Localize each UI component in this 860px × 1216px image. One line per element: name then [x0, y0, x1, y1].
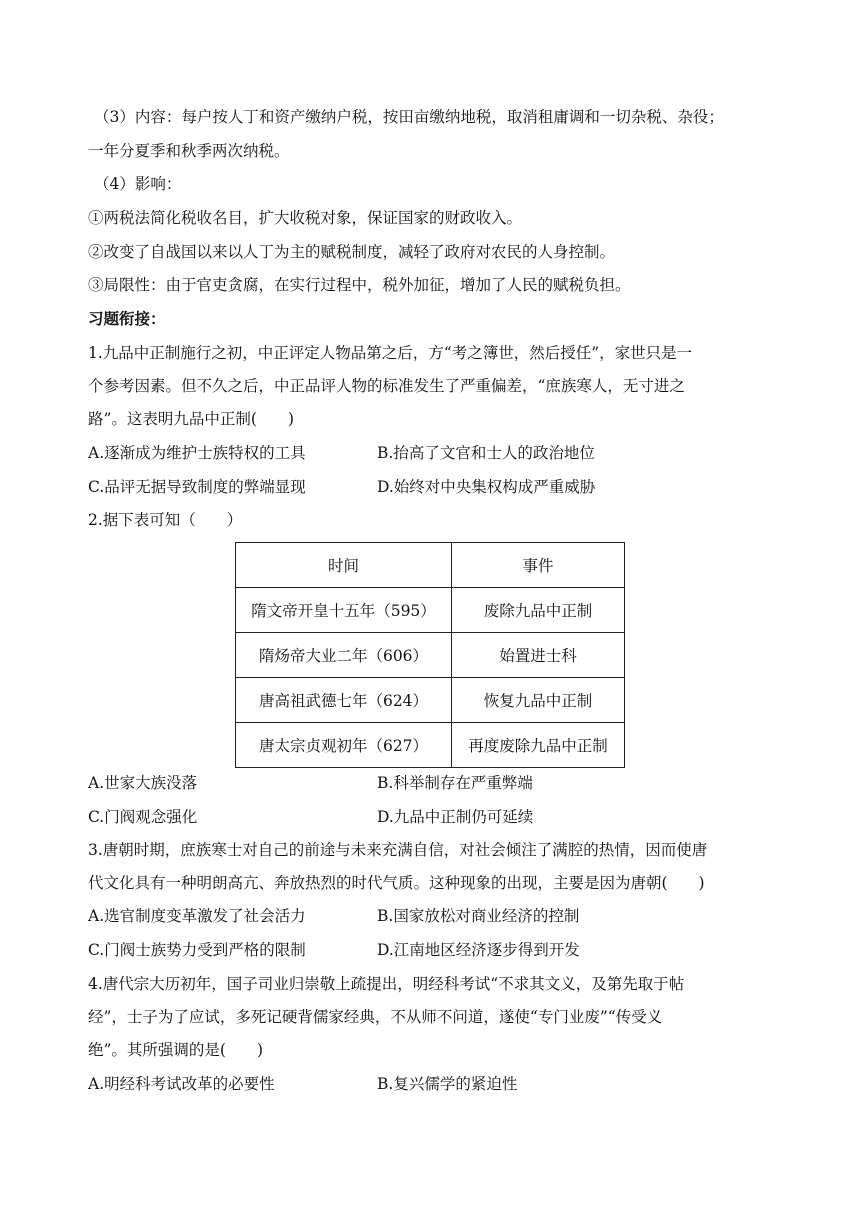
impact-item-1: ①两税法简化税收名目，扩大收税对象，保证国家的财政收入。	[88, 209, 523, 227]
question-1-option-c: C.品评无据导致制度的弊端显现	[88, 478, 306, 496]
question-3-line2: 代文化具有一种明朗高亢、奔放热烈的时代气质。这种现象的出现，主要是因为唐朝( )	[88, 874, 705, 892]
question-2-option-d: D.九品中正制仍可延续	[377, 808, 534, 826]
question-3-option-b: B.国家放松对商业经济的控制	[377, 907, 580, 925]
table-row	[236, 588, 625, 633]
history-table	[235, 542, 625, 768]
question-4-line1: 4.唐代宗大历初年，国子司业归崇敬上疏提出，明经科考试“不求其文义，及第先取于帖	[88, 975, 685, 993]
question-4-option-b: B.复兴儒学的紧迫性	[377, 1075, 518, 1093]
table-cell-time: 唐太宗贞观初年（627）	[236, 723, 452, 768]
question-2-option-c: C.门阀观念强化	[88, 808, 198, 826]
question-3-option-c: C.门阀士族势力受到严格的限制	[88, 941, 306, 959]
table-header-row	[236, 543, 625, 588]
question-1-option-b: B.抬高了文官和士人的政治地位	[377, 444, 595, 462]
table-row	[236, 723, 625, 768]
impact-item-2: ②改变了自战国以来以人丁为主的赋税制度，减轻了政府对农民的人身控制。	[88, 243, 616, 261]
paragraph-content-line2: 一年分夏季和秋季两次纳税。	[88, 142, 290, 160]
question-3-option-d: D.江南地区经济逐步得到开发	[377, 941, 580, 959]
question-2-option-b: B.科举制存在严重弊端	[377, 774, 533, 792]
table-cell-time: 隋炀帝大业二年（606）	[236, 633, 452, 678]
table-cell-time: 唐高祖武德七年（624）	[236, 678, 452, 723]
question-2-option-a: A.世家大族没落	[88, 774, 198, 792]
question-3-line1: 3.唐朝时期，庶族寒士对自己的前途与未来充满自信，对社会倾注了满腔的热情，因而使唐	[88, 841, 708, 859]
paragraph-content-line1: （3）内容：每户按人丁和资产缴纳户税，按田亩缴纳地税，取消租庸调和一切杂税、杂役；	[94, 108, 724, 126]
table-cell-event: 始置进士科	[452, 633, 625, 678]
table-header-time: 时间	[236, 543, 452, 588]
question-4-line2: 经”，士子为了应试，多死记硬背儒家经典，不从师不问道，遂使“专门业废”“传受义	[88, 1008, 663, 1026]
paragraph-impact-heading: （4）影响：	[94, 175, 182, 193]
question-1-line2: 个参考因素。但不久之后，中正品评人物的标准发生了严重偏差，“庶族寒人，无寸进之	[88, 377, 685, 395]
table-row	[236, 633, 625, 678]
question-4-option-a: A.明经科考试改革的必要性	[88, 1075, 275, 1093]
question-1-option-d: D.始终对中央集权构成严重威胁	[377, 478, 596, 496]
question-2-line1: 2.据下表可知（ ）	[88, 511, 243, 529]
question-3-option-a: A.选官制度变革激发了社会活力	[88, 907, 306, 925]
table-cell-event: 恢复九品中正制	[452, 678, 625, 723]
question-1-line3: 路”。这表明九品中正制( )	[88, 410, 295, 428]
table-header-event: 事件	[452, 543, 625, 588]
table-cell-event: 再度废除九品中正制	[452, 723, 625, 768]
table-cell-event: 废除九品中正制	[452, 588, 625, 633]
table-cell-time: 隋文帝开皇十五年（595）	[236, 588, 452, 633]
impact-item-3: ③局限性：由于官吏贪腐，在实行过程中，税外加征，增加了人民的赋税负担。	[88, 276, 631, 294]
question-1-option-a: A.逐渐成为维护士族特权的工具	[88, 444, 306, 462]
table-row	[236, 678, 625, 723]
question-4-line3: 绝”。其所强调的是( )	[88, 1041, 264, 1059]
section-title: 习题衔接：	[88, 309, 166, 328]
question-1-line1: 1.九品中正制施行之初，中正评定人物品第之后，方“考之簿世，然后授任”，家世只是一	[88, 344, 693, 362]
